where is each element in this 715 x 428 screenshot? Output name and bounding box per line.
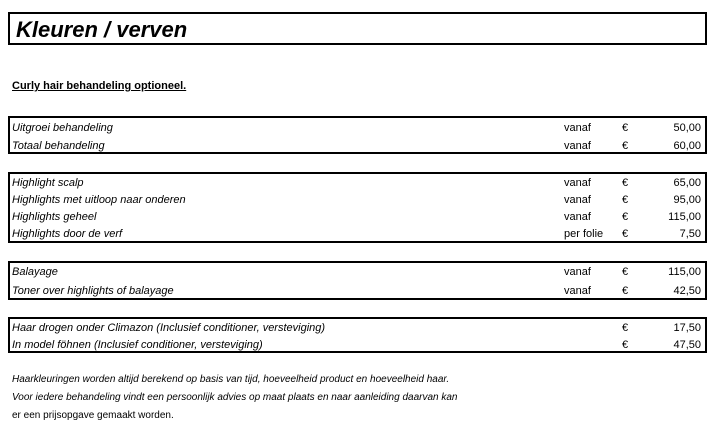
currency-symbol: € bbox=[622, 122, 629, 134]
price-value: 115,00 bbox=[668, 211, 701, 223]
price-value: 17,50 bbox=[673, 322, 701, 334]
price-unit: vanaf bbox=[564, 266, 591, 278]
price-unit: vanaf bbox=[564, 140, 591, 152]
price-group-uitgroei bbox=[8, 116, 707, 154]
page-title-box bbox=[8, 12, 707, 45]
treatment-name: Highlights door de verf bbox=[12, 228, 123, 240]
note-line: Haarkleuringen worden altijd berekend op basis van tijd, hoeveelheid product en hoeveelheid haar. bbox=[12, 374, 450, 385]
treatment-name: Haar drogen onder Climazon (Inclusief conditioner, versteviging) bbox=[12, 322, 326, 334]
price-value: 47,50 bbox=[673, 339, 701, 351]
treatment-name: Totaal behandeling bbox=[12, 140, 105, 152]
currency-symbol: € bbox=[622, 177, 629, 189]
note-line: Voor iedere behandeling vindt een persoonlijk advies op maat plaats en naar aanleiding daarvan kan bbox=[12, 392, 458, 403]
price-row bbox=[10, 225, 705, 243]
treatment-name: Balayage bbox=[12, 266, 58, 278]
price-row bbox=[10, 208, 705, 226]
note-line: er een prijsopgave gemaakt worden. bbox=[12, 410, 174, 421]
currency-symbol: € bbox=[622, 211, 629, 223]
currency-symbol: € bbox=[622, 322, 629, 334]
price-value: 50,00 bbox=[673, 122, 701, 134]
section-subtitle: Curly hair behandeling optioneel. bbox=[12, 80, 187, 92]
price-row bbox=[10, 282, 705, 300]
currency-symbol: € bbox=[622, 339, 629, 351]
price-unit: vanaf bbox=[564, 211, 591, 223]
price-value: 95,00 bbox=[673, 194, 701, 206]
price-group-balayage bbox=[8, 261, 707, 300]
price-value: 60,00 bbox=[673, 140, 701, 152]
price-value: 42,50 bbox=[673, 285, 701, 297]
price-row bbox=[10, 319, 705, 337]
price-row bbox=[10, 191, 705, 209]
price-row bbox=[10, 263, 705, 281]
price-row bbox=[10, 336, 705, 354]
price-group-drogen bbox=[8, 317, 707, 353]
treatment-name: Toner over highlights of balayage bbox=[12, 285, 174, 297]
price-unit: vanaf bbox=[564, 285, 591, 297]
currency-symbol: € bbox=[622, 140, 629, 152]
currency-symbol: € bbox=[622, 285, 629, 297]
price-group-highlights bbox=[8, 172, 707, 243]
price-unit: vanaf bbox=[564, 122, 591, 134]
currency-symbol: € bbox=[622, 266, 629, 278]
treatment-name: Highlights geheel bbox=[12, 211, 97, 223]
price-unit: per folie bbox=[564, 228, 604, 240]
treatment-name: In model föhnen (Inclusief conditioner, versteviging) bbox=[12, 339, 263, 351]
treatment-name: Uitgroei behandeling bbox=[12, 122, 113, 134]
price-value: 65,00 bbox=[673, 177, 701, 189]
page-title: Kleuren / verven bbox=[16, 17, 188, 42]
price-row bbox=[10, 174, 705, 192]
footer-notes bbox=[12, 371, 458, 425]
price-row bbox=[10, 137, 705, 155]
treatment-name: Highlights met uitloop naar onderen bbox=[12, 194, 186, 206]
price-value: 7,50 bbox=[679, 228, 701, 240]
price-row bbox=[10, 119, 705, 137]
treatment-name: Highlight scalp bbox=[12, 177, 84, 189]
price-unit: vanaf bbox=[564, 194, 591, 206]
currency-symbol: € bbox=[622, 194, 629, 206]
price-unit: vanaf bbox=[564, 177, 591, 189]
currency-symbol: € bbox=[622, 228, 629, 240]
price-value: 115,00 bbox=[668, 266, 701, 278]
